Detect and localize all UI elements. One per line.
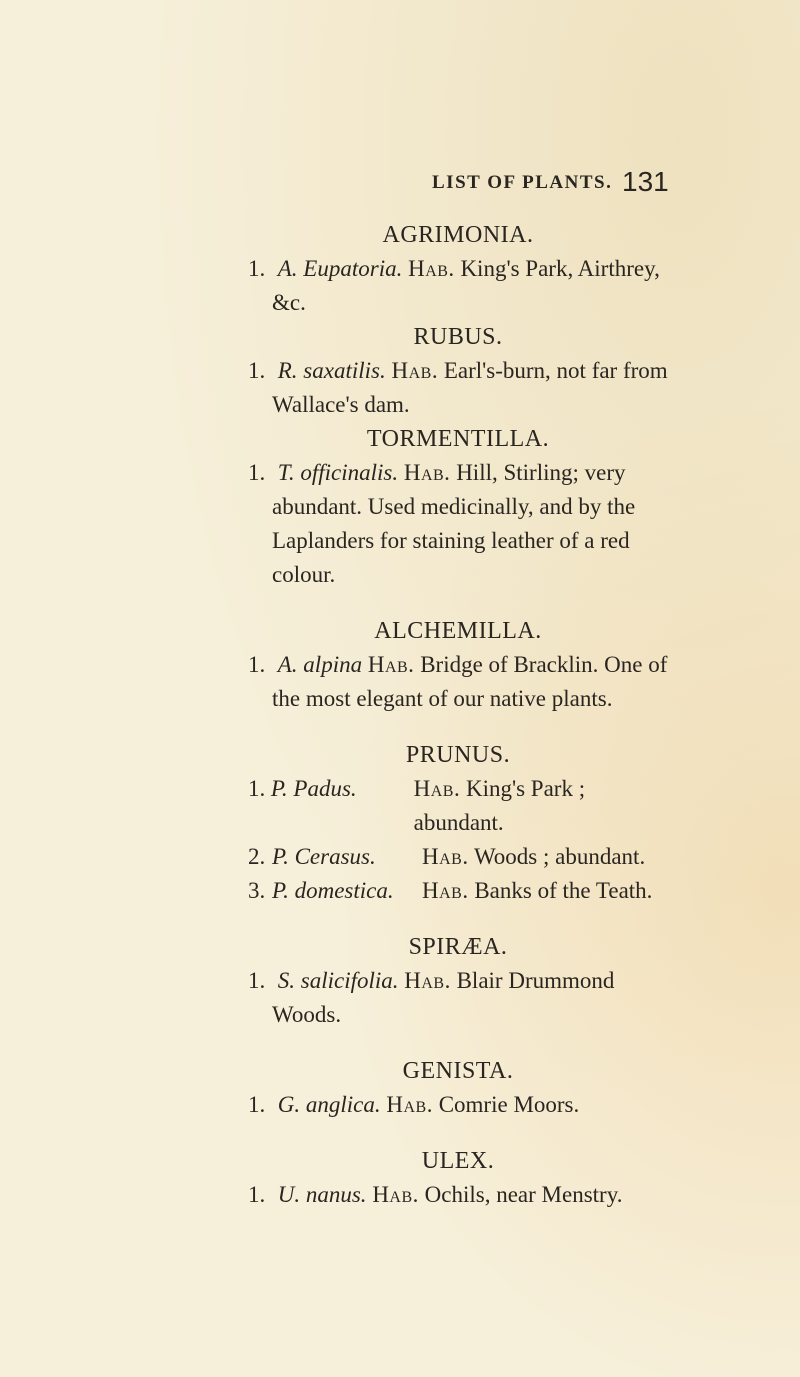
entry-number: 1. [248,968,266,993]
genus-heading-ulex: ULEX. [421,1148,495,1174]
genus-heading-rubus: RUBUS. [413,324,503,350]
habitat-text: King's Park, Airthrey, &c. [272,256,660,315]
list-item [248,354,668,422]
habitat-text: King's Park ; abundant. [413,776,586,835]
entry-number: 1. [248,776,266,801]
habitat-text: Ochils, near Menstry. [424,1182,623,1207]
habitat-label: Hab. [403,460,451,485]
species-name: G. anglica. [277,1092,381,1117]
plant-list [248,218,668,1212]
species-name: U. nanus. [277,1182,367,1207]
genus-heading-genista: GENISTA. [402,1058,514,1084]
list-item [248,840,668,874]
habitat-label: Hab. [386,1092,433,1117]
species-name: A. alpina [277,652,363,677]
list-item [248,1088,668,1122]
entry-number: 2. [248,844,266,869]
habitat-label: Hab. [367,652,415,677]
habitat-label: Hab. [408,256,455,281]
entry-number: 1. [248,460,266,485]
habitat-text: Bridge of Bracklin. One of the most elegant of our native plants. [272,652,668,711]
page-number: 131 [622,166,669,197]
list-item [248,772,668,840]
species-name: P. Padus. [270,776,357,801]
genus-heading-prunus: PRUNUS. [405,742,511,768]
habitat-text: Comrie Moors. [438,1092,580,1117]
habitat-text: Blair Drummond Woods. [272,968,615,1027]
list-item [248,456,668,592]
habitat-label: Hab. [422,878,469,903]
species-name: R. saxatilis. [277,358,386,383]
habitat-label: Hab. [422,844,469,869]
habitat-label: Hab. [413,776,461,801]
entry-number: 1. [248,1092,266,1117]
habitat-text: Banks of the Teath. [474,878,653,903]
species-name: T. officinalis. [277,460,399,485]
species-table [248,772,668,908]
species-name: S. salicifolia. [277,968,399,993]
genus-heading-agrimonia: AGRIMONIA. [382,222,534,248]
habitat-label: Hab. [372,1182,419,1207]
habitat-text: Woods ; abundant. [473,844,646,869]
list-item [248,964,668,1032]
species-name: A. Eupatoria. [277,256,403,281]
running-title: LIST OF PLANTS. [432,172,613,193]
species-name: P. Cerasus. [272,844,376,869]
entry-number: 1. [248,652,266,677]
entry-number: 1. [248,256,266,281]
entry-number: 1. [248,358,266,383]
genus-heading-tormentilla: TORMENTILLA. [366,426,550,452]
habitat-text: Hill, Stirling; very abundant. Used medicinally, and by the Laplanders for staining leather of a red colour. [272,460,636,587]
list-item [248,648,668,716]
species-name: P. domestica. [272,878,394,903]
list-item [248,874,668,908]
list-item [248,1178,668,1212]
habitat-label: Hab. [391,358,439,383]
genus-heading-alchemilla: ALCHEMILLA. [374,618,542,644]
habitat-label: Hab. [404,968,451,993]
habitat-text: Earl's-burn, not far from Wallace's dam. [272,358,668,417]
list-item [248,252,668,320]
genus-heading-spiraea: SPIRÆA. [408,934,508,960]
entry-number: 3. [248,878,266,903]
entry-number: 1. [248,1182,266,1207]
